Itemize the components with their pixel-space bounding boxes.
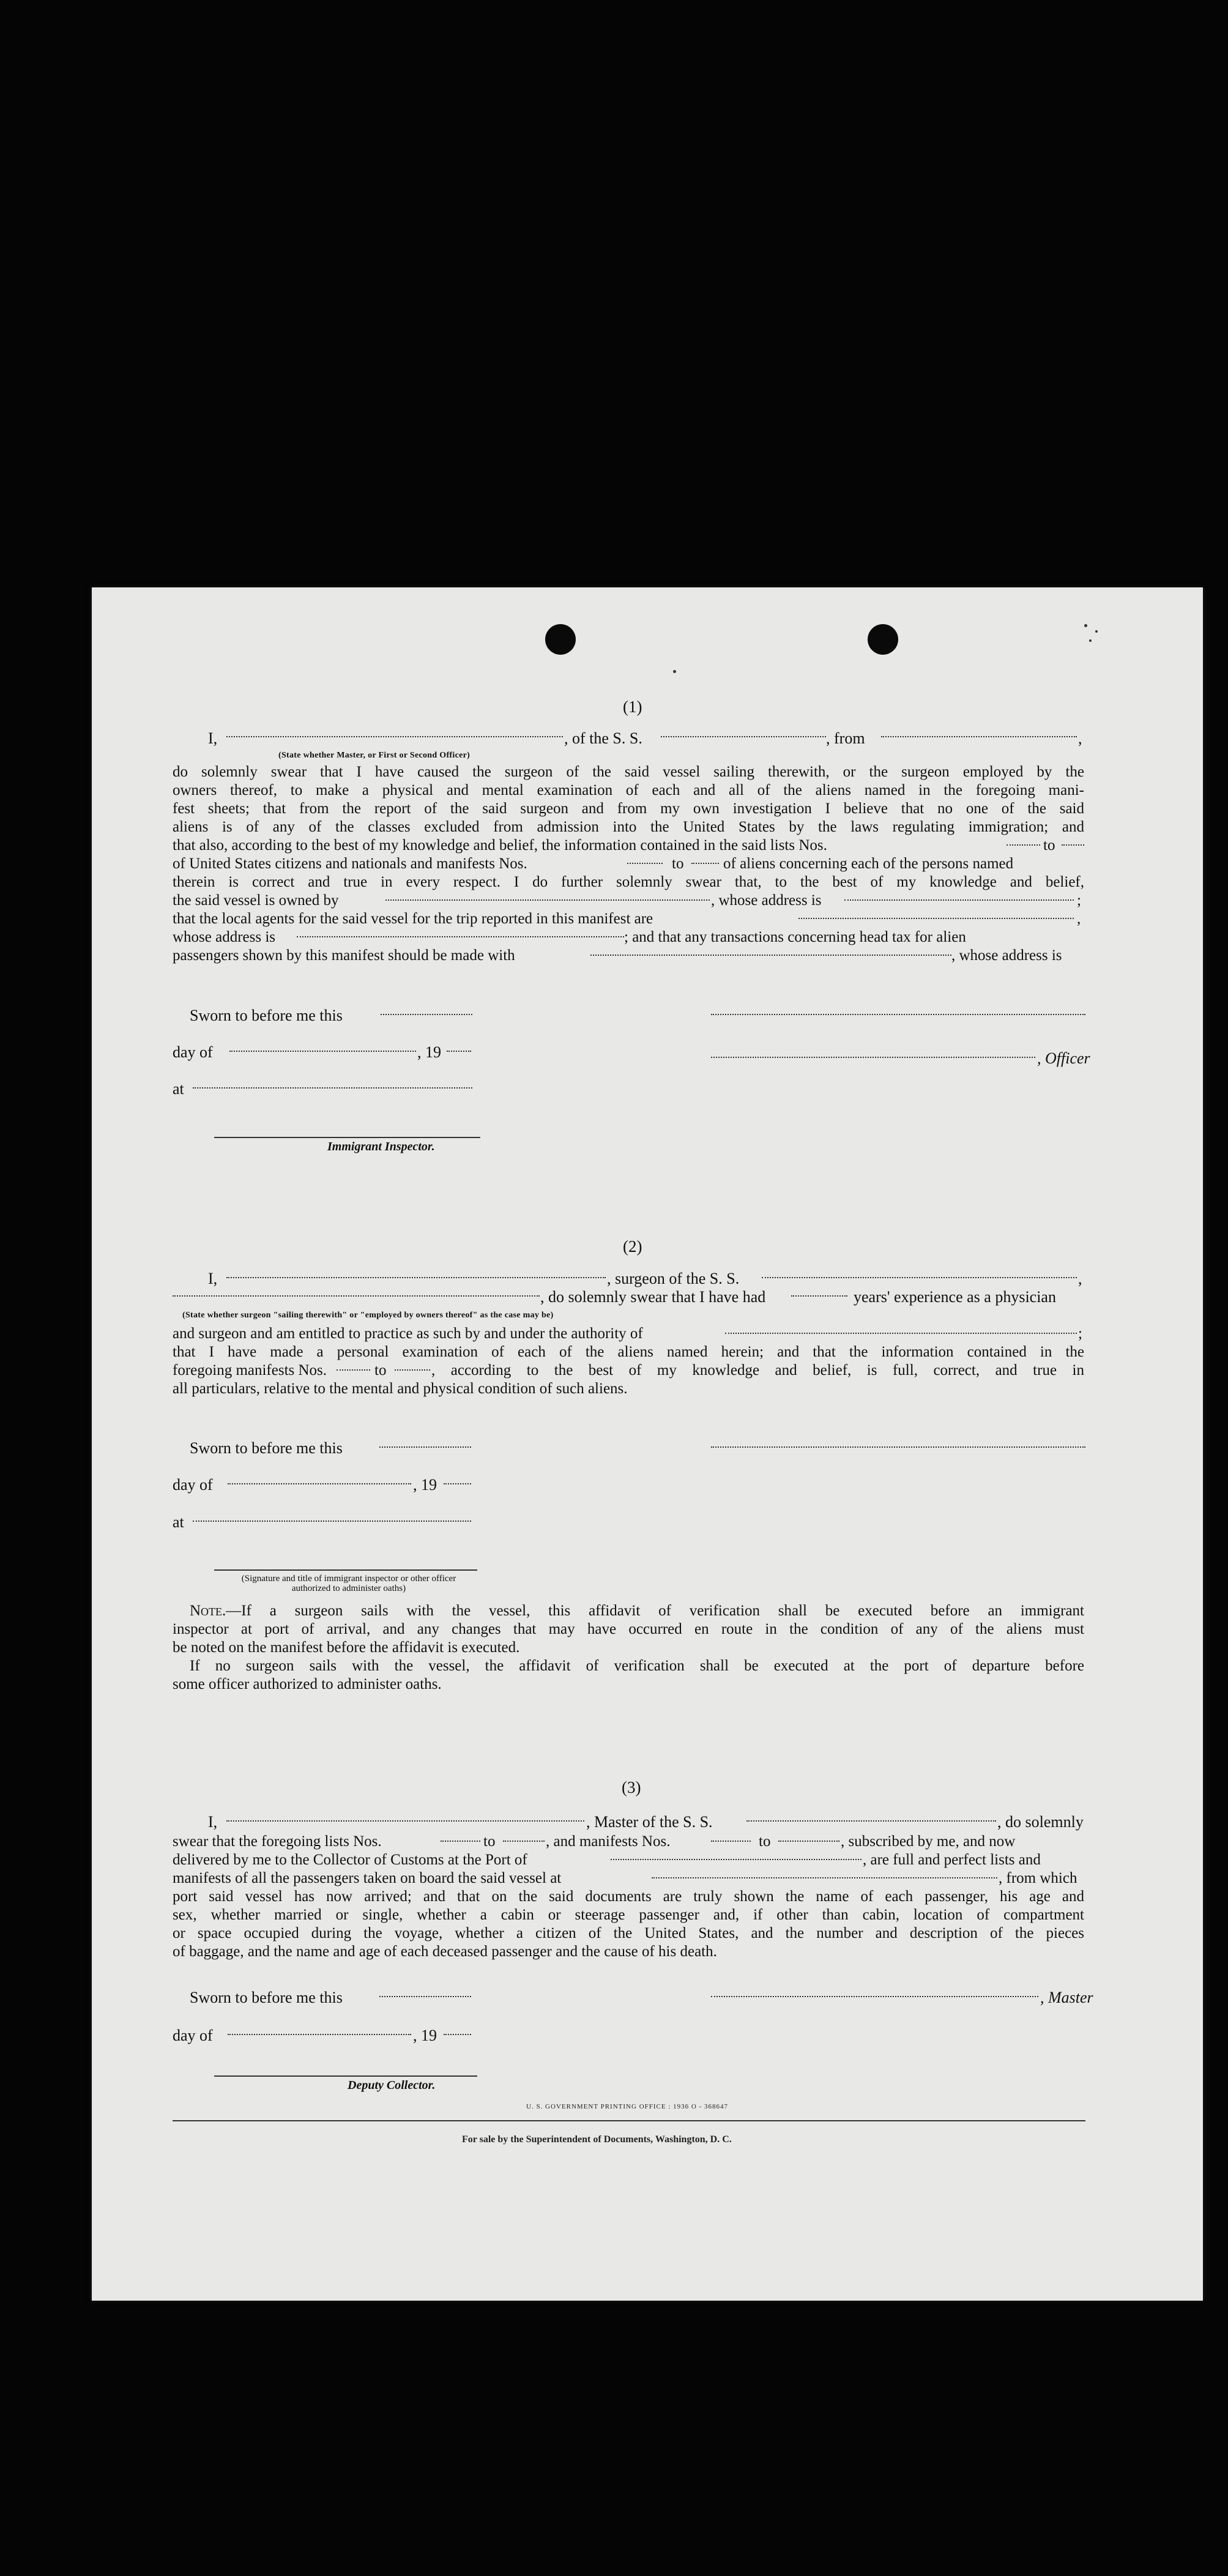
note-label: Note. (190, 1603, 226, 1619)
year-label: , 19 (413, 2027, 437, 2044)
oath-paragraph-line: aliens is of any of the classes excluded from admission into the United States by the laws regulating immigration; and (173, 819, 1084, 835)
surgeon-status-field[interactable] (173, 1295, 540, 1297)
oath-paragraph-line: the said vessel is owned by (173, 892, 339, 909)
oath-text: foregoing manifests Nos. (173, 1362, 327, 1379)
year-field-2[interactable] (444, 1483, 471, 1484)
oath-text: I, (208, 1270, 218, 1287)
oath-text: , Master of the S. S. (586, 1813, 713, 1831)
oath-paragraph-line: of United States citizens and nationals and manifests Nos. (173, 855, 527, 872)
oath-text: , and manifests Nos. (546, 1833, 671, 1850)
officer-title-line[interactable] (711, 1057, 1035, 1058)
oath-text: manifests of all the passengers taken on board the said vessel at (173, 1870, 562, 1886)
oath-text: , do solemnly (997, 1813, 1084, 1831)
note-paragraph-line: If no surgeon sails with the vessel, the affidavit of verification shall be executed at the port of departure before (190, 1658, 1084, 1674)
oath-text: ; and that any transactions concerning head tax for alien (624, 929, 966, 945)
oath-text: of aliens concerning each of the persons named (723, 855, 1014, 872)
head-tax-agent-field[interactable] (590, 955, 951, 956)
oath-text: , subscribed by me, and now (841, 1833, 1016, 1850)
oath-text: , (1077, 910, 1081, 927)
signature-instruction: (Signature and title of immigrant inspector or other officer authorized to administer oaths) (241, 1574, 456, 1593)
punch-hole (545, 624, 576, 655)
officer-label: , Officer (1037, 1049, 1090, 1067)
paper-speck (1095, 630, 1098, 633)
oath-text: , do solemnly swear that I have had (540, 1288, 766, 1306)
day-of-label: day of (173, 2027, 213, 2044)
administering-officer-signature-line[interactable] (214, 1569, 477, 1571)
oath-text: to (672, 855, 684, 872)
section-number: (2) (623, 1237, 642, 1256)
oath-text: , from which (999, 1870, 1077, 1886)
oath-text: , of the S. S. (564, 729, 642, 747)
oath-paragraph-line: or space occupied during the voyage, whether a citizen of the United States, and the number and description of the pieces (173, 1925, 1084, 1941)
master-label: , Master (1040, 1989, 1093, 2006)
year-label: , 19 (413, 1476, 437, 1494)
oath-text: , are full and perfect lists and (863, 1852, 1041, 1868)
oath-text: , (1078, 1270, 1082, 1287)
day-of-label: day of (173, 1043, 213, 1061)
oath-text: , according to the best of my knowledge and belief, is full, correct, and true in (431, 1362, 1084, 1379)
oath-text: and surgeon and am entitled to practice as such by and under the authority of (173, 1325, 643, 1342)
ship-name-field[interactable] (661, 736, 826, 737)
deputy-collector-signature-line[interactable] (214, 2075, 477, 2077)
sworn-label: Sworn to before me this (190, 1439, 343, 1457)
oath-text: , from (826, 729, 865, 747)
day-of-label: day of (173, 1476, 213, 1494)
note-paragraph-line: some officer authorized to administer oaths. (173, 1676, 442, 1692)
note-text: —If a surgeon sails with the vessel, this affidavit of verification shall be executed before an immigrant (226, 1603, 1084, 1619)
oath-paragraph-line: therein is correct and true in every respect. I do further solemnly swear that, to the best of my knowledge and belief, (173, 874, 1084, 890)
paper-speck (1084, 624, 1087, 627)
oath-text: ; (1077, 892, 1081, 909)
at-label: at (173, 1080, 184, 1098)
year-field[interactable] (447, 1051, 471, 1052)
footer-rule (173, 2120, 1085, 2121)
oath-text: to (759, 1833, 771, 1850)
local-agents-field[interactable] (798, 918, 1074, 919)
port-of-embarkation-field[interactable] (652, 1877, 997, 1878)
agent-address-field[interactable] (297, 936, 624, 937)
punch-hole (868, 624, 898, 655)
manifest-no-from-field[interactable] (627, 863, 663, 864)
ship-name-field-2[interactable] (762, 1277, 1077, 1278)
list-no-from-field-3[interactable] (441, 1841, 480, 1842)
month-field-2[interactable] (228, 1483, 411, 1484)
oath-text: ; (1078, 1325, 1082, 1342)
sworn-date-field-2[interactable] (379, 1446, 471, 1448)
ship-name-field-3[interactable] (746, 1820, 996, 1822)
owner-address-field[interactable] (844, 899, 1074, 901)
oath-text: , whose address is (711, 892, 822, 909)
oath-paragraph-line: all particulars, relative to the mental and physical condition of such aliens. (173, 1380, 628, 1397)
oath-text: I, (208, 1813, 218, 1831)
officer-name-field[interactable] (226, 736, 563, 737)
oath-paragraph-line: sex, whether married or single, whether a cabin or steerage passenger and, if other than cabin, location of compartment (173, 1907, 1084, 1923)
place-field-2[interactable] (193, 1521, 471, 1522)
oath-text: to (374, 1362, 387, 1379)
section-number: (1) (623, 698, 642, 716)
surgeon-signature-line[interactable] (711, 1446, 1085, 1448)
sworn-date-field[interactable] (381, 1014, 472, 1015)
place-field[interactable] (193, 1087, 472, 1089)
month-field-3[interactable] (228, 2034, 411, 2035)
oath-paragraph-line: do solemnly swear that I have caused the surgeon of the said vessel sailing therewith, or the surgeon employed by the (173, 764, 1084, 780)
oath-paragraph-line: passengers shown by this manifest should be made with (173, 947, 515, 964)
deputy-collector-label: Deputy Collector. (348, 2079, 436, 2092)
port-from-field[interactable] (881, 736, 1077, 737)
year-field-3[interactable] (444, 2034, 471, 2035)
oath-text: , (1078, 729, 1082, 747)
inspector-signature-line[interactable] (214, 1137, 480, 1138)
years-experience-field[interactable] (791, 1295, 847, 1297)
oath-text: to (483, 1833, 496, 1850)
section-number: (3) (622, 1778, 641, 1796)
oath-text: years' experience as a physician (854, 1288, 1056, 1306)
oath-paragraph-line: that the local agents for the said vessel for the trip reported in this manifest are (173, 910, 653, 927)
oath-text: to (1043, 837, 1055, 854)
master-name-field[interactable] (226, 1820, 584, 1822)
oath-text: delivered by me to the Collector of Customs at the Port of (173, 1852, 527, 1868)
sworn-date-field-3[interactable] (379, 1996, 471, 1997)
year-label: , 19 (417, 1043, 441, 1061)
month-field[interactable] (229, 1051, 416, 1052)
sale-notice: For sale by the Superintendent of Documents, Washington, D. C. (462, 2134, 732, 2145)
list-no-to-field[interactable] (1062, 844, 1084, 846)
surgeon-name-field[interactable] (226, 1277, 606, 1278)
officer-signature-line[interactable] (711, 1014, 1085, 1015)
oath-paragraph-line: owners thereof, to make a physical and mental examination of each and all of the aliens named in the foregoing mani- (173, 782, 1084, 798)
note-paragraph-line: inspector at port of arrival, and any changes that may have occurred en route in the condition of any of the aliens must (173, 1621, 1084, 1637)
note-paragraph-line (190, 1602, 1084, 1620)
list-no-from-field[interactable] (1007, 844, 1040, 846)
form-page (92, 587, 1203, 2301)
field-instruction: (State whether Master, or First or Second Officer) (278, 751, 471, 760)
manifest-no-from-field-3[interactable] (711, 1841, 751, 1842)
master-signature-line[interactable] (711, 1996, 1038, 1997)
note-paragraph-line: be noted on the manifest before the affidavit is executed. (173, 1639, 520, 1656)
oath-paragraph-line: whose address is (173, 929, 276, 945)
owner-field[interactable] (385, 899, 710, 901)
authority-field[interactable] (725, 1333, 1077, 1334)
oath-paragraph-line: of baggage, and the name and age of each deceased passenger and the cause of his death. (173, 1943, 717, 1960)
list-no-to-field-3[interactable] (503, 1841, 545, 1842)
at-label: at (173, 1513, 184, 1531)
oath-text: swear that the foregoing lists Nos. (173, 1833, 382, 1850)
manifest-no-from-field-2[interactable] (337, 1369, 370, 1371)
manifest-no-to-field-2[interactable] (395, 1369, 430, 1371)
paper-speck (1089, 639, 1092, 642)
inspector-label: Immigrant Inspector. (327, 1140, 435, 1153)
sworn-label: Sworn to before me this (190, 1989, 343, 2006)
paper-speck (673, 670, 676, 673)
oath-text: , whose address is (951, 947, 1062, 964)
printing-office-line: U. S. GOVERNMENT PRINTING OFFICE : 1936 O - 368647 (526, 2103, 729, 2110)
manifest-no-to-field-3[interactable] (778, 1841, 839, 1842)
oath-text: I, (208, 729, 218, 747)
oath-text: , surgeon of the S. S. (607, 1270, 740, 1287)
oath-paragraph-line: port said vessel has now arrived; and that on the said documents are truly shown the name of each passenger, his age and (173, 1888, 1084, 1905)
oath-paragraph-line: that I have made a personal examination of each of the aliens named herein; and that the information contained in the (173, 1344, 1084, 1360)
port-of-arrival-field[interactable] (611, 1859, 861, 1860)
oath-paragraph-line: that also, according to the best of my knowledge and belief, the information contained in the said lists Nos. (173, 837, 827, 854)
field-instruction: (State whether surgeon "sailing therewith" or "employed by owners thereof" as the case may be) (182, 1311, 554, 1320)
oath-paragraph-line: fest sheets; that from the report of the said surgeon and from my own investigation I believe that no one of the said (173, 800, 1084, 817)
sworn-label: Sworn to before me this (190, 1007, 343, 1024)
manifest-no-to-field[interactable] (691, 863, 719, 864)
